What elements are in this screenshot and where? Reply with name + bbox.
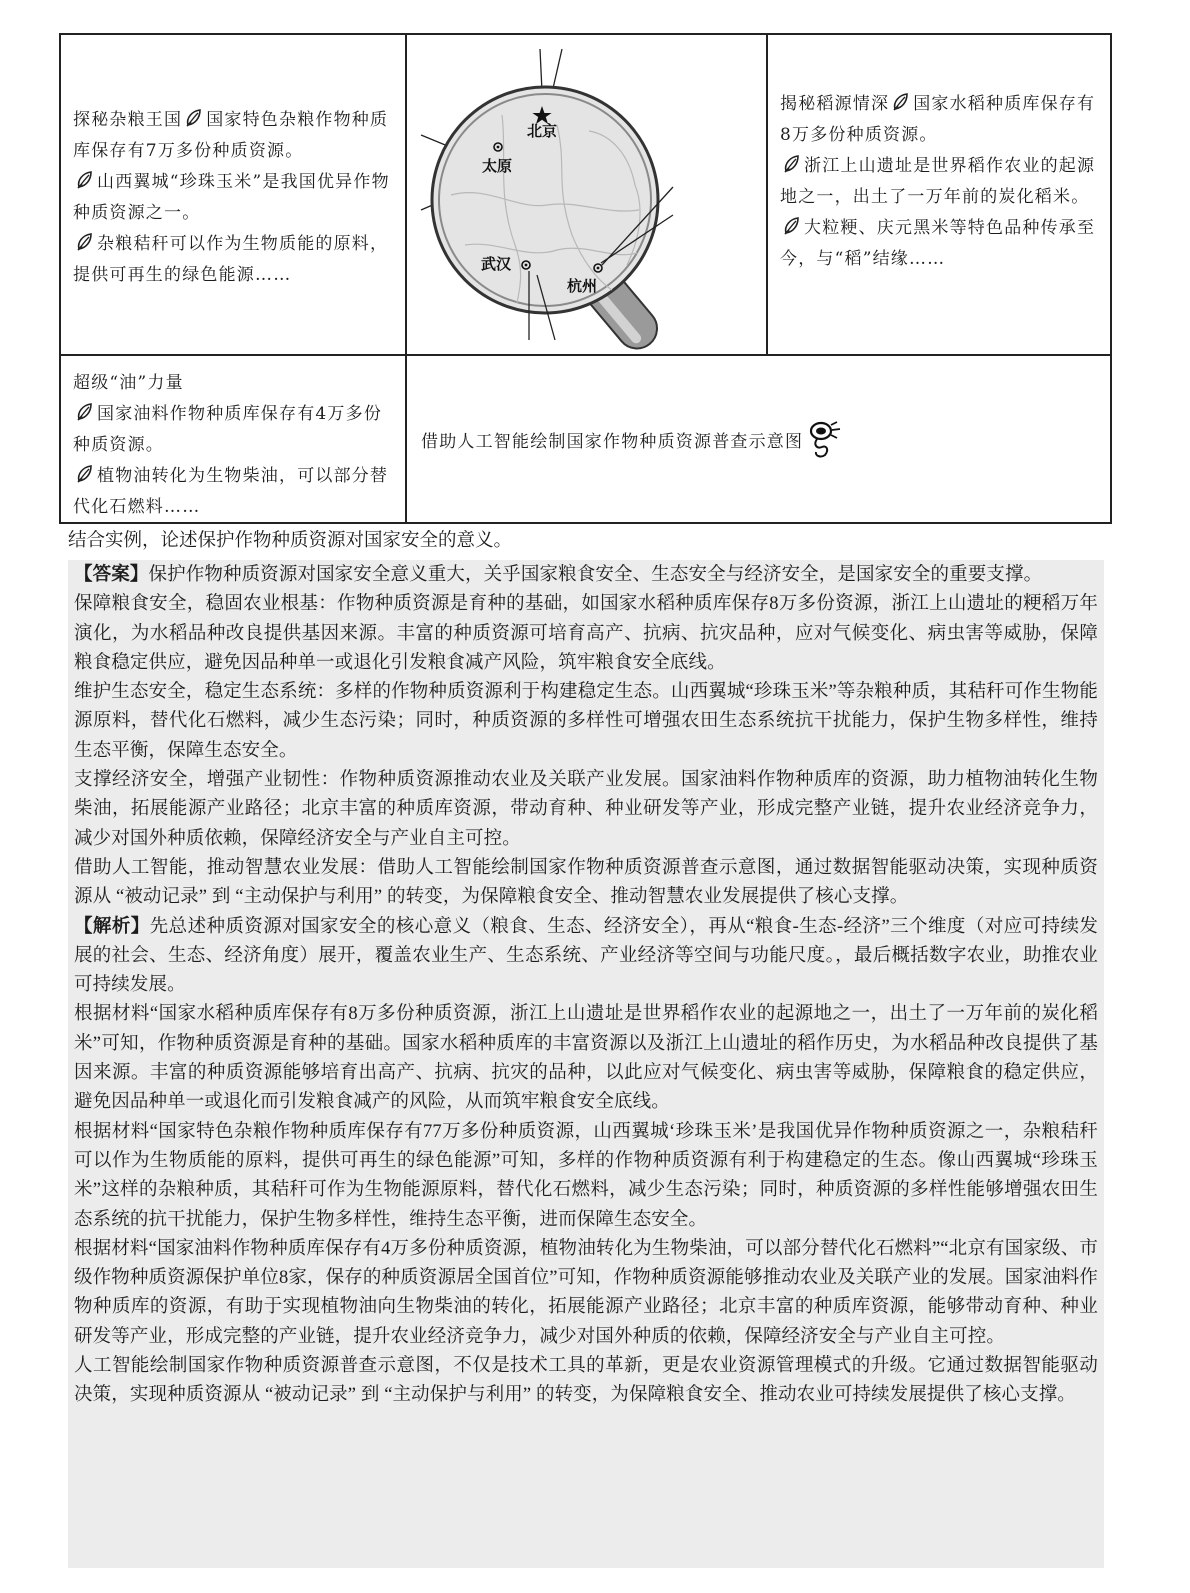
rice-item-1: 国家水稻种质库保存有8万多份种质资源。 [780, 94, 1096, 145]
answer-paragraph [74, 561, 1098, 590]
leaf-icon [891, 92, 911, 112]
info-table [59, 33, 1112, 524]
analysis-rice: 根据材料“国家水稻种质库保存有8万多份种质资源，浙江上山遗址是世界稻作农业的起源地之一，出土了一万年前的炭化稻米”可知，作物种质资源是育种的基础。国家水稻种质库的丰富资源以及浙江上山遗址的稻作历史，为水稻品种改良提供了基因来源。丰富的种质资源能够培育出高产、抗病、抗灾的品种，以此应对气候变化、病虫害等威胁，保障粮食的稳定供应，避免因品种单一或退化而引发粮食减产的风险，从而筑牢粮食安全底线。 [74, 1004, 1098, 1113]
hangzhou-marker-dot [597, 267, 600, 270]
analysis-summary: 先总述种质资源对国家安全的核心意义（粮食、生态、经济安全），再从“粮食-生态-经济”三个维度（对应可持续发展的社会、生态、经济角度）展开，覆盖农业生产、生态系统、产业经济等空间与功能尺度。，最后概括数字农业，助推农业可持续发展。 [74, 916, 1099, 996]
cell-ai [407, 356, 1110, 522]
map-city-label: 杭州 [567, 278, 598, 295]
rice-title: 揭秘稻源情深 [780, 94, 890, 114]
leaf-icon [75, 170, 95, 190]
map-city-label: 太原 [482, 158, 513, 175]
rice-line-2 [780, 151, 1102, 213]
analysis-oil: 根据材料“国家油料作物种质库保存有4万多份种质资源，植物油转化为生物柴油，可以部分替代化石燃料”“北京有国家级、市级作物种质资源保护单位8家，保存的种质资源居全国首位”可知，作物种质资源能够推动农业及关联产业的发展。国家油料作物种质库的资源，有助于实现植物油向生物柴油的转化，拓展能源产业路径；北京丰富的种质库资源，能够带动育种、种业研发等产业，形成完整的产业链，提升农业经济竞争力，减少对国外种质的依赖，保障经济安全与产业自主可控。 [74, 1238, 1098, 1347]
coarse-grain-text [73, 105, 395, 291]
magnifier-map [407, 35, 764, 354]
leaf-icon [184, 108, 204, 128]
rice-line-1 [780, 89, 1102, 151]
cell-coarse-grain [61, 35, 407, 356]
oil-item-1: 国家油料作物种质库保存有4万多份种质资源。 [73, 404, 383, 455]
leaf-icon [75, 402, 95, 422]
coarse-grain-line-2 [73, 167, 395, 229]
leaf-icon [782, 216, 802, 236]
cell-rice [768, 35, 1110, 356]
answer-eco-security: 维护生态安全，稳定生态系统：多样的作物种质资源利于构建稳定生态。山西翼城“珍珠玉米”等杂粮种质，其秸秆可作生物能源原料，替代化石燃料，减少生态污染；同时，种质资源的多样性可增强农田生态系统抗干扰能力，保护生物多样性，维持生态平衡，保障生态安全。 [74, 682, 1098, 761]
coarse-grain-line-1 [73, 105, 395, 167]
robot-icon [807, 419, 843, 459]
map-city-label: 武汉 [481, 256, 512, 273]
question-text: 结合实例，论述保护作物种质资源对国家安全的意义。 [68, 531, 513, 551]
leaf-icon [75, 232, 95, 252]
analysis-coarse-grain: 根据材料“国家特色杂粮作物种质库保存有77万多份种质资源，山西翼城‘珍珠玉米’是我国优异作物种质资源之一，杂粮秸秆可以作为生物质能的原料，提供可再生的绿色能源”可知，多样的作物种质资源有利于构建稳定的生态。像山西翼城“珍珠玉米”这样的杂粮种质，其秸秆可作为生物能源原料，替代化石燃料，减少生态污染；同时，种质资源的多样性能够增强农田生态系统的抗干扰能力，保护生物多样性，维持生态平衡，进而保障生态安全。 [74, 1121, 1098, 1230]
oil-item-2: 植物油转化为生物柴油，可以部分替代化石燃料…… [73, 466, 389, 517]
analysis-ai: 人工智能绘制国家作物种质资源普查示意图，不仅是技术工具的革新，更是农业资源管理模式的升级。它通过数据智能驱动决策，实现种质资源从 “被动记录” 到 “主动保护与利用” 的转变，为保障粮食安全、推动农业可持续发展提供了核心支撑。 [74, 1356, 1098, 1406]
coarse-grain-item-2: 山西翼城“珍珠玉米”是我国优异作物种质资源之一。 [73, 172, 390, 223]
rice-line-3 [780, 213, 1102, 275]
rice-text [780, 89, 1102, 275]
answer-economic-security: 支撑经济安全，增强产业韧性：作物种质资源推动农业及关联产业发展。国家油料作物种质库的资源，助力植物油转化生物柴油，拓展能源产业路径；北京丰富的种质库资源，带动育种、种业研发等产业，形成完整产业链，提升农业经济竞争力，减少对国外种质依赖，保障经济安全与产业自主可控。 [74, 770, 1098, 849]
analysis-label: 【解析】 [74, 916, 150, 937]
answer-ai-agriculture: 借助人工智能，推动智慧农业发展：借助人工智能绘制国家作物种质资源普查示意图，通过数据智能驱动决策，实现种质资源从 “被动记录” 到 “主动保护与利用” 的转变，为保障粮食安全、推动智慧农业发展提供了核心支撑。 [74, 857, 1098, 908]
taiyuan-marker-dot [497, 146, 500, 149]
oil-line-2 [73, 461, 395, 523]
analysis-paragraph [74, 913, 1098, 1001]
leaf-icon [75, 464, 95, 484]
ai-caption-text: 借助人工智能绘制国家作物种质资源普查示意图 [421, 431, 804, 452]
answer-block [68, 560, 1104, 1568]
coarse-grain-item-1: 国家特色杂粮作物种质库保存有7万多份种质资源。 [73, 110, 389, 161]
oil-line-1 [73, 399, 395, 461]
coarse-grain-item-3: 杂粮秸秆可以作为生物质能的原料，提供可再生的绿色能源…… [73, 234, 389, 285]
answer-food-security: 保障粮食安全，稳固农业根基：作物种质资源是育种的基础，如国家水稻种质库保存8万多份资源，浙江上山遗址的粳稻万年演化，为水稻品种改良提供基因来源。丰富的种质资源可培育高产、抗病、抗灾品种，应对气候变化、病虫害等威胁，保障粮食稳定供应，避免因品种单一或退化引发粮食减产风险，筑牢粮食安全底线。 [74, 594, 1098, 673]
oil-title: 超级“油”力量 [73, 373, 184, 393]
coarse-grain-line-3 [73, 229, 395, 291]
wuhan-marker-dot [525, 264, 528, 267]
rice-item-2: 浙江上山遗址是世界稻作农业的起源地之一，出土了一万年前的炭化稻米。 [780, 156, 1096, 207]
cell-oil [61, 356, 407, 522]
answer-label: 【答案】 [74, 565, 149, 585]
ai-caption [421, 419, 843, 459]
coarse-grain-title: 探秘杂粮王国 [73, 110, 183, 130]
answer-summary: 保护作物种质资源对国家安全意义重大，关乎国家粮食安全、生态安全与经济安全，是国家安全的重要支撑。 [148, 565, 1043, 585]
oil-text [73, 368, 395, 523]
cell-map [407, 35, 768, 356]
leaf-icon [782, 154, 802, 174]
rice-item-3: 大粒粳、庆元黑米等特色品种传承至今，与“稻”结缘…… [780, 218, 1096, 269]
map-city-label: 北京 [527, 123, 558, 140]
